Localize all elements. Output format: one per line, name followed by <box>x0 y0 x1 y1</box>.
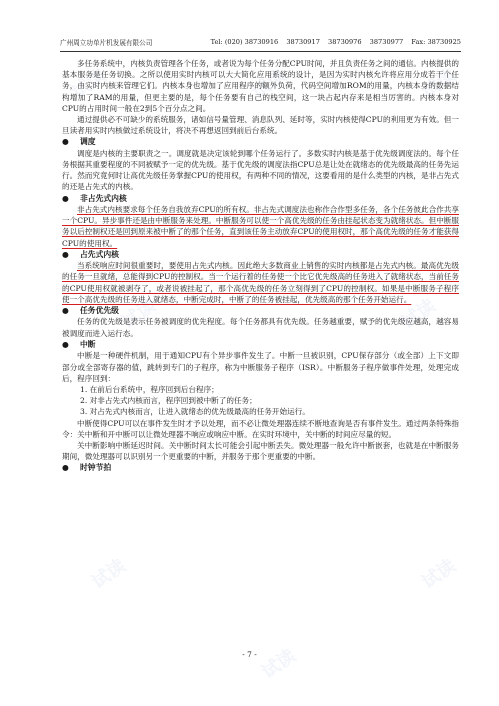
section-heading <box>62 462 459 473</box>
tel2: 38730917 <box>286 38 320 46</box>
paragraph: 中断是一种硬件机制，用于通知CPU有个异步事件发生了。中断一旦被识别，CPU保存部分（或全部）上下文即部分或全部寄存器的值，跳转到专门的子程序，称为中断服务子程序（ISR）。中断服务子程序做事件处理，处理完成后，程序回到： <box>62 351 459 383</box>
tel: Tel: (020) 38730916 <box>210 38 279 46</box>
bullet-icon: ● <box>62 339 69 349</box>
contact-info <box>205 38 461 46</box>
section-heading-text: 占先式内核 <box>80 249 119 259</box>
paragraph: 多任务系统中，内核负责管理各个任务，或者说为每个任务分配CPU时间，并且负责任务之间的通信。内核提供的基本服务是任务切换。之所以使用实时内核可以大大简化应用系统的设计，是因为实时内核允许将应用分成若干个任务，由实时内核来管理它们。内核本身也增加了应用程序的额外负荷，代码空间增加ROM的用量，内核本身的数据结构增加了RAM的用量，但更主要的是，每个任务要有自己的栈空间，这一块占起内存来是相当厉害的。内核本身对CPU的占用时间一般在2到5个百分点之间。 <box>62 59 459 113</box>
bullet-icon: ● <box>62 193 69 203</box>
tel4: 38730977 <box>369 38 404 46</box>
paragraph-highlighted: 当系统响应时间很重要时，要使用占先式内核。因此绝大多数商业上销售的实时内核都是占先式内核。最高优先级的任务一旦就绪，总能得到CPU的控制权。当一个运行着的任务使一个比它优先级高的任务进入了就绪状态，当前任务的CPU使用权就被剥夺了，或者说被挂起了，那个高优先级的任务立刻得到了CPU的控制权。如果是中断服务子程序使一个高优先级的任务进入就绪态，中断完成时，中断了的任务被挂起，优先级高的那个任务开始运行。 <box>62 261 459 304</box>
watermark: 试读 <box>258 645 300 684</box>
section-heading <box>62 305 459 316</box>
page-header <box>60 36 461 52</box>
watermark: 试读 <box>118 295 160 334</box>
watermark: 试读 <box>248 65 290 104</box>
paragraph: 关中断影响中断延迟时间。关中断时间太长可能会引起中断丢失。微处理器一般允许中断嵌套，也就是在中断服务期间，微处理器可以识别另一个更重要的中断，并服务于那个更重要的中断。 <box>62 440 459 462</box>
section-heading-text: 时钟节拍 <box>80 463 112 473</box>
bullet-icon: ● <box>62 137 69 147</box>
section-heading <box>62 136 459 147</box>
section-heading-text: 调度 <box>80 137 96 147</box>
watermark: 试读 <box>398 295 440 334</box>
section-heading <box>62 193 459 204</box>
paragraph: 任务的优先级是表示任务被调度的优先程度。每个任务都具有优先级。任务越重要，赋予的优先级应越高，越容易被调度而进入运行态。 <box>62 317 459 338</box>
section-heading <box>62 339 459 350</box>
page-body <box>62 58 459 474</box>
company-name: 广州周立功单片机发展有限公司 <box>60 39 153 47</box>
watermark: 试读 <box>88 555 130 594</box>
bullet-icon: ● <box>62 306 69 316</box>
paragraph: 通过提供必不可缺少的系统服务，诸如信号量管理、消息队列、延时等，实时内核使得CPU的利用更为有效。但一旦读者用实时内核做过系统设计，将决不再想返回到前后台系统。 <box>62 115 459 136</box>
section-heading-text: 任务优先级 <box>80 306 119 316</box>
bullet-icon: ● <box>62 463 69 473</box>
section-heading-text: 非占先式内核 <box>80 193 127 203</box>
bullet-icon: ● <box>62 249 69 259</box>
paragraph-highlighted: 非占先式内核要求每个任务自我放弃CPU的所有权。非占先式调度法也称作合作型多任务，各个任务彼此合作共享一个CPU。异步事件还是由中断服务来处理。中断服务可以使一个高优先级的任务由挂起状态变为就绪状态。但中断服务以后控制权还是回到原来被中断了的那个任务，直到该任务主动放弃CPU的使用权时，那个高优先级的任务才能获得CPU的使用权。 <box>62 205 459 248</box>
page-number: - 7 - <box>242 650 257 659</box>
list-item: 3. 对占先式内核而言，让进入就绪态的优先级最高的任务开始运行。 <box>80 407 310 417</box>
paragraph: 中断使得CPU可以在事件发生时才予以处理，而不必让微处理器连续不断地查询是否有事件发生。通过两条特殊指令：关中断和开中断可以让微处理器不响应或响应中断。在实时环境中，关中断的时间应尽量的短。 <box>62 418 459 439</box>
watermark: 试读 <box>418 65 460 104</box>
paragraph: 调度是内核的主要职责之一。调度就是决定该轮到哪个任务运行了。多数实时内核是基于优先级调度法的。每个任务根据其重要程度的不同被赋予一定的优先级。基于优先级的调度法指CPU总是让处在就绪态的优先级最高的任务先运行。然而究竟何时让高优先级任务掌握CPU的使用权，有两种不同的情况，这要看用的是什么类型的内核，是非占先式的还是占先式的内核。 <box>62 148 459 192</box>
list-item: 1. 在前后台系统中，程序回到后台程序； <box>80 384 219 394</box>
watermark: 试读 <box>68 65 110 104</box>
tel3: 38730976 <box>328 38 362 46</box>
fax: Fax: 38730925 <box>411 38 461 46</box>
section-heading-text: 中断 <box>80 339 96 349</box>
section-heading <box>62 249 459 260</box>
list-item: 2. 对非占先式内核而言，程序回到被中断了的任务； <box>80 396 257 406</box>
watermark: 试读 <box>418 555 460 594</box>
